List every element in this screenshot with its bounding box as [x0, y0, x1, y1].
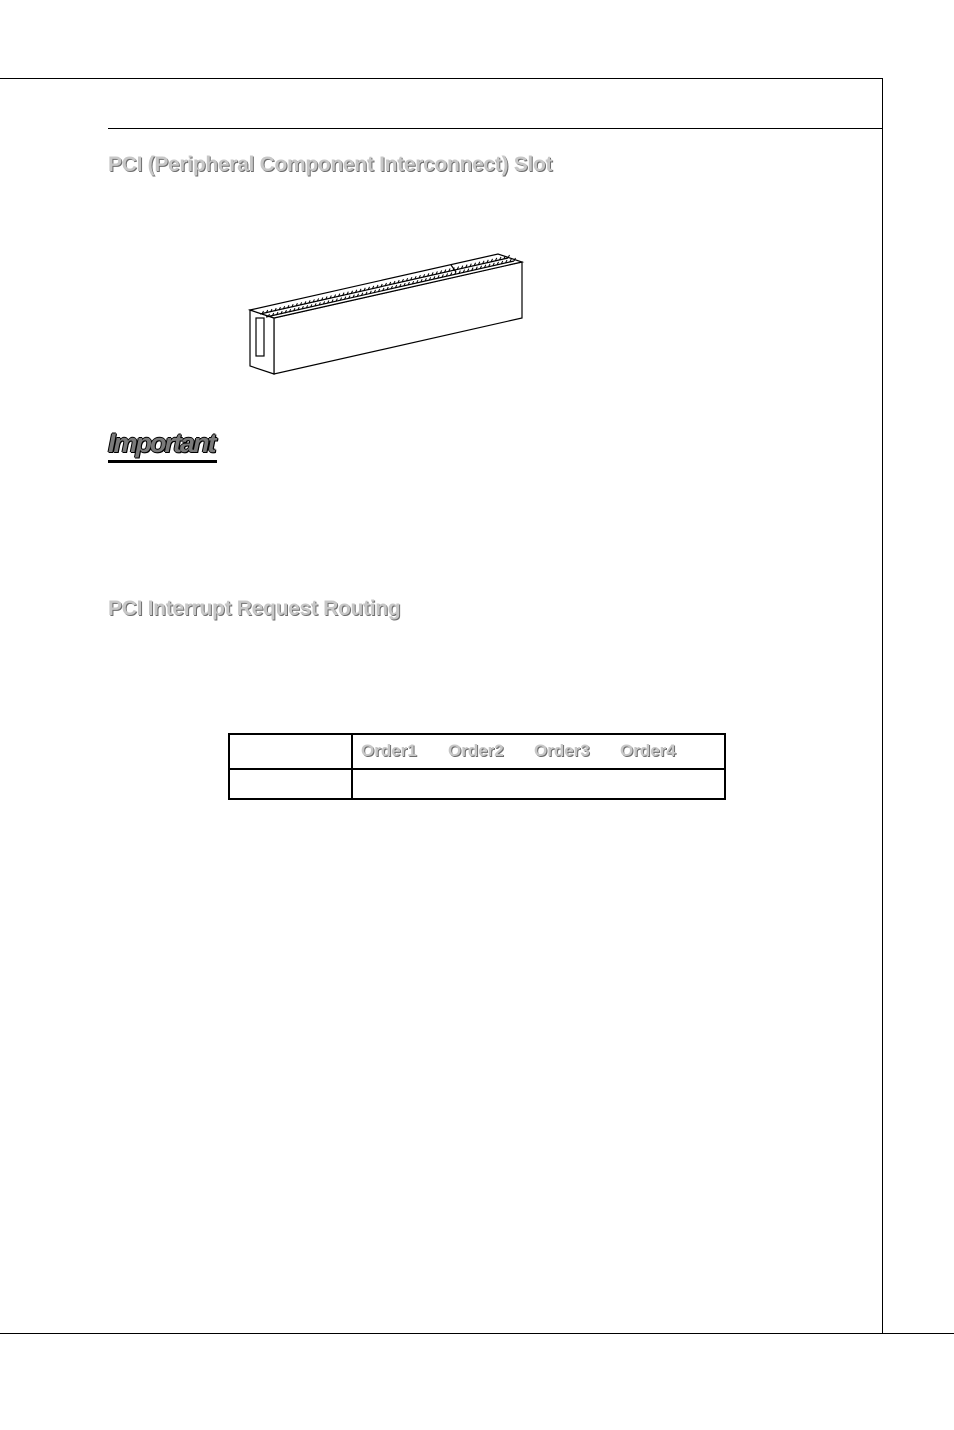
table-header-order3: Order3 — [534, 741, 590, 760]
important-label: Important — [108, 428, 215, 458]
table-header-order1: Order1 — [361, 741, 417, 760]
pci-slot-illustration — [246, 248, 528, 382]
bottom-rule — [0, 1333, 954, 1334]
table-header-order2: Order2 — [448, 741, 504, 760]
pci-slot-icon — [246, 248, 528, 382]
table-column-divider — [351, 735, 353, 798]
right-margin-rule — [882, 78, 883, 1334]
table-row-divider — [230, 768, 724, 770]
important-underline — [108, 460, 217, 463]
top-rule — [0, 78, 883, 79]
table-header-order4: Order4 — [620, 741, 676, 760]
section-rule — [108, 128, 883, 129]
pci-slot-heading: PCI (Peripheral Component Interconnect) Slot — [108, 153, 553, 176]
irq-routing-table — [228, 733, 726, 800]
pci-irq-routing-heading: PCI Interrupt Request Routing — [108, 597, 401, 620]
